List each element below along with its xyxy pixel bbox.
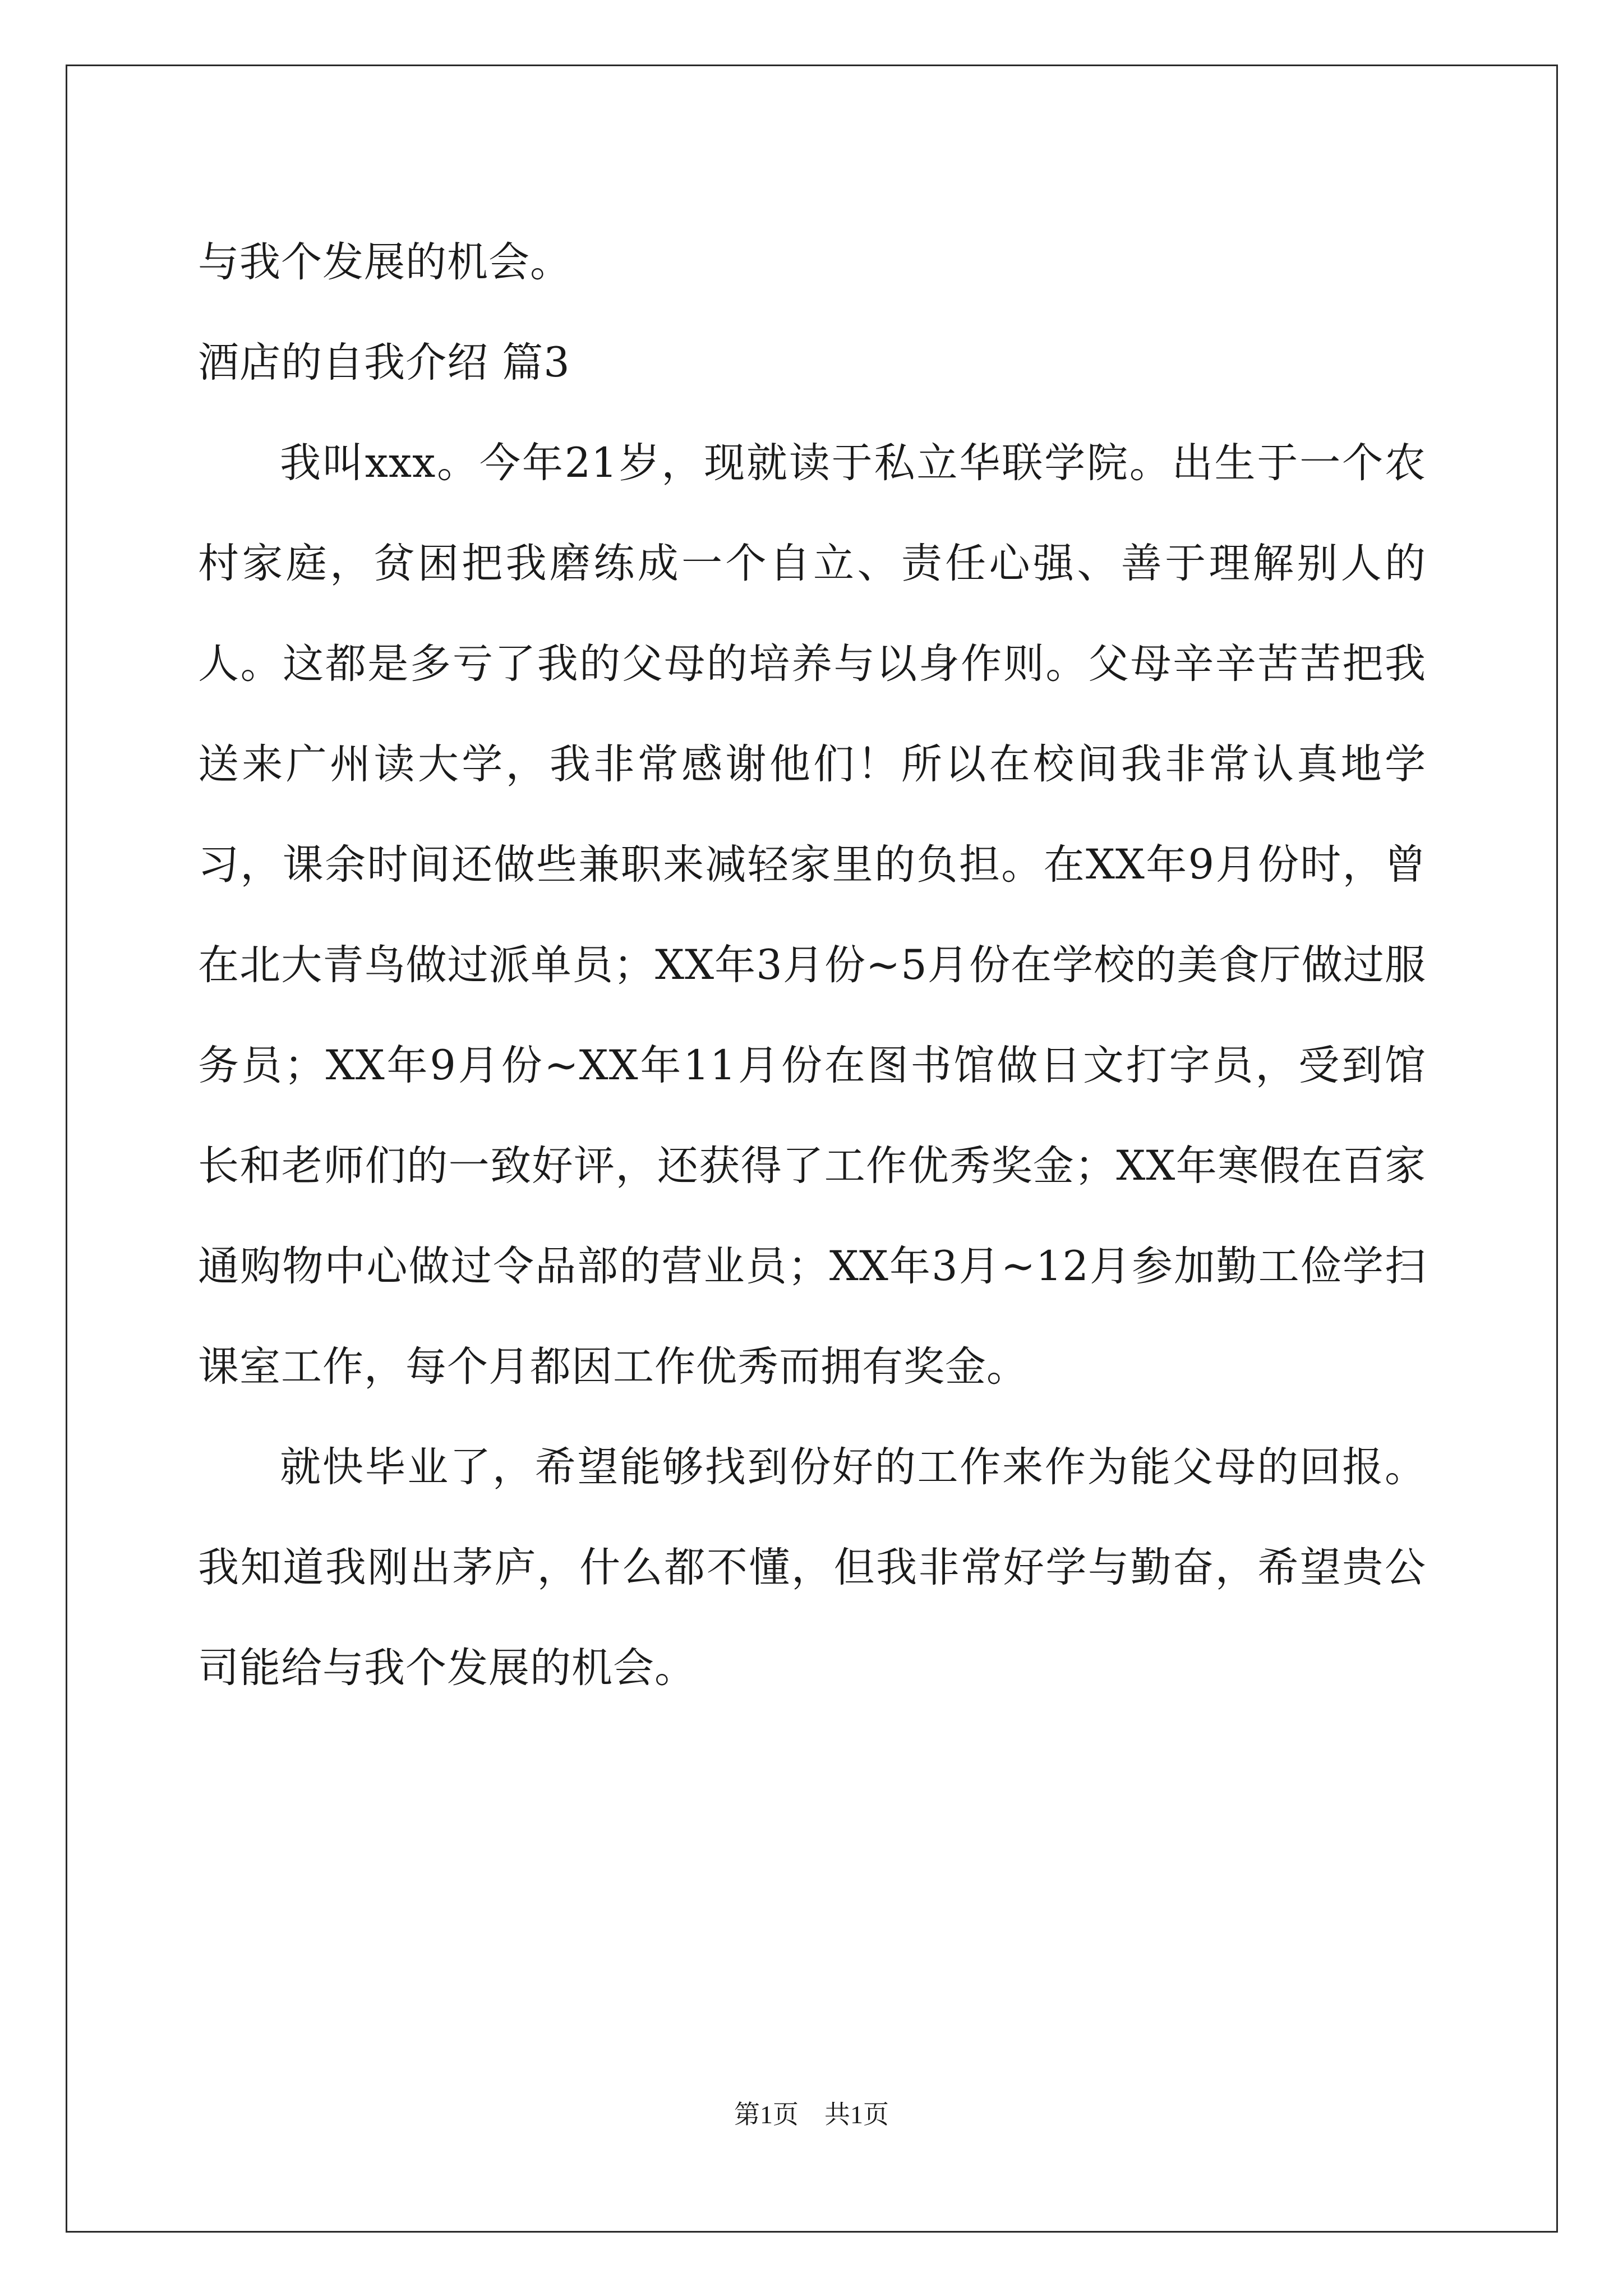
continuation-paragraph: 与我个发展的机会。: [198, 238, 571, 286]
page-footer: [0, 2098, 1623, 2132]
body-paragraph-2: 就快毕业了，希望能够找到份好的工作来作为能父母的回报。我知道我刚出茅庐，什么都不懂，但我非常好学与勤奋，希望贵公司能给与我个发展的机会。: [198, 1443, 1426, 1692]
body-paragraph-1: 我叫xxx。今年21岁，现就读于私立华联学院。出生于一个农村家庭，贫困把我磨练成一个自立、责任心强、善于理解别人的人。这都是多亏了我的父母的培养与以身作则。父母辛辛苦苦把我送来广州读大学，我非常感谢他们！所以在校间我非常认真地学习，课余时间还做些兼职来减轻家里的负担。在XX年9月份时，曾在北大青鸟做过派单员；XX年3月份~5月份在学校的美食厅做过服务员；XX年9月份~XX年11月份在图书馆做日文打字员，受到馆长和老师们的一致好评，还获得了工作优秀奖金；XX年寒假在百家通购物中心做过令品部的营业员；XX年3月~12月参加勤工俭学扫课室工作，每个月都因工作优秀而拥有奖金。: [198, 439, 1426, 1391]
document-body: [198, 212, 1426, 1718]
page-total: 共1页: [824, 2100, 889, 2129]
page-number: 第1页: [734, 2100, 799, 2129]
section-heading: 酒店的自我介绍 篇3: [198, 339, 570, 386]
